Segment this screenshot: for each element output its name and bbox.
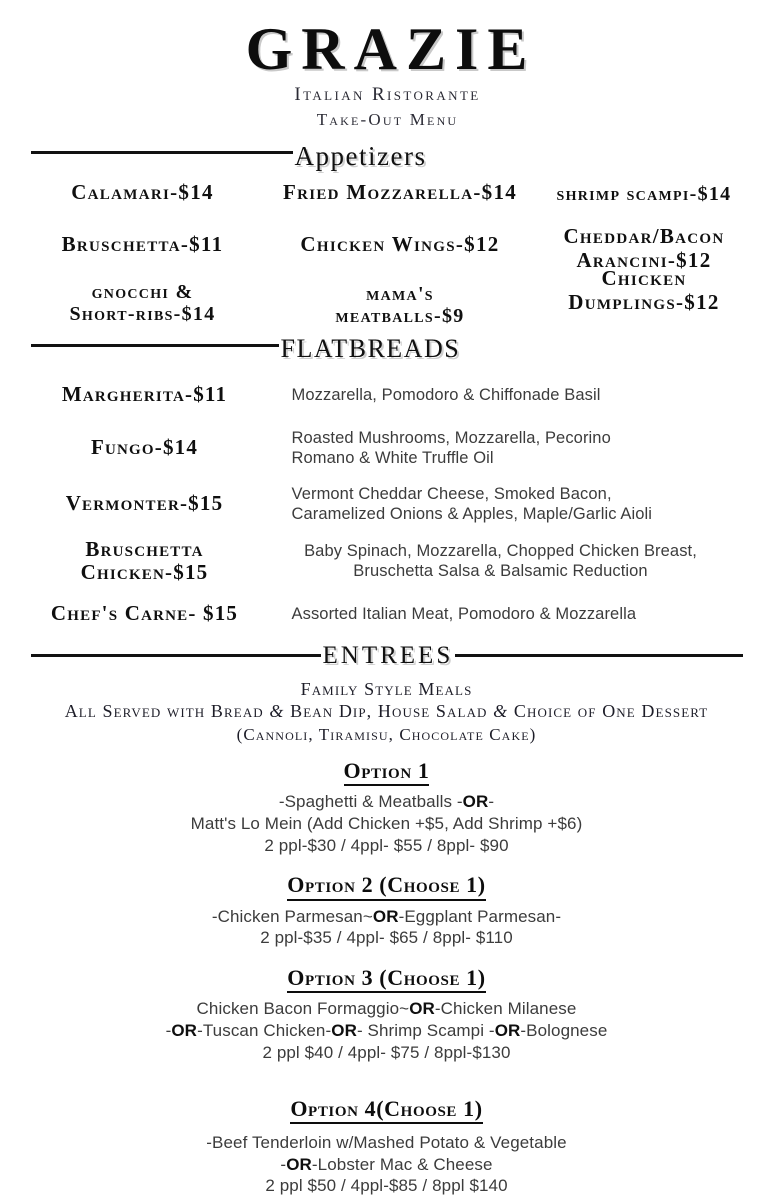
flatbread-row bbox=[12, 476, 762, 532]
option-text: -Chicken Parmesan~ bbox=[212, 907, 373, 926]
option-text: - bbox=[280, 1155, 286, 1174]
appetizer-item bbox=[527, 267, 762, 314]
appetizer-name: shrimp scampi-$14 bbox=[557, 183, 732, 205]
entrees-section-header bbox=[31, 642, 743, 670]
rule-left bbox=[31, 654, 321, 657]
intro-text: Bean Dip, House Salad bbox=[285, 701, 494, 721]
rule-left bbox=[31, 151, 293, 154]
option-heading: Option 1 bbox=[344, 758, 430, 786]
appetizer-item bbox=[12, 275, 274, 326]
option-text: -Bolognese bbox=[520, 1021, 607, 1040]
option-price-line: 2 ppl-$35 / 4ppl- $65 / 8ppl- $110 bbox=[0, 927, 773, 949]
flatbreads-list bbox=[12, 364, 762, 638]
option-line bbox=[0, 791, 773, 813]
flatbread-description-line: Romano & White Truffle Oil bbox=[292, 448, 762, 468]
entrees-intro-line-3: (Cannoli, Tiramisu, Chocolate Cake) bbox=[0, 724, 773, 746]
appetizer-name-line-1: gnocchi & bbox=[69, 281, 215, 303]
option-line: Matt's Lo Mein (Add Chicken +$5, Add Shrimp +$6) bbox=[0, 813, 773, 835]
flatbread-description bbox=[274, 541, 762, 581]
appetizers-section-header bbox=[31, 132, 743, 172]
option-text: -Eggplant Parmesan- bbox=[399, 907, 562, 926]
ampersand: & bbox=[493, 701, 508, 721]
flatbread-description bbox=[274, 604, 762, 624]
appetizer-name-line-2: meatballs-$9 bbox=[335, 305, 464, 327]
option-text: - bbox=[166, 1021, 172, 1040]
appetizer-column-3 bbox=[527, 181, 762, 328]
appetizers-list bbox=[12, 172, 762, 328]
appetizer-item bbox=[12, 181, 274, 225]
entree-option-2 bbox=[0, 872, 773, 949]
appetizer-item bbox=[274, 225, 527, 275]
flatbread-description-line: Assorted Italian Meat, Pomodoro & Mozzarella bbox=[292, 604, 762, 624]
flatbread-name bbox=[12, 383, 274, 406]
or-separator: OR bbox=[373, 907, 399, 926]
restaurant-subtitle: Italian Ristorante bbox=[0, 84, 773, 106]
appetizer-name-line-1: Cheddar/Bacon bbox=[563, 225, 724, 249]
appetizer-name-line-2: Dumplings-$12 bbox=[568, 291, 719, 315]
flatbread-description-line: Caramelized Onions & Apples, Maple/Garlic Aioli bbox=[292, 504, 762, 524]
option-body bbox=[0, 791, 773, 856]
rule-right bbox=[455, 654, 742, 657]
rule-left bbox=[31, 344, 279, 347]
appetizer-name-line-1: mama's bbox=[335, 283, 464, 305]
appetizer-name: Bruschetta-$11 bbox=[62, 233, 224, 257]
flatbread-description-line: Vermont Cheddar Cheese, Smoked Bacon, bbox=[292, 484, 762, 504]
or-separator: OR bbox=[463, 792, 489, 811]
flatbread-name-line: Chicken-$15 bbox=[16, 561, 274, 584]
flatbread-name-line: Chef's Carne- $15 bbox=[16, 602, 274, 625]
entree-option-3 bbox=[0, 965, 773, 1064]
option-price-line: 2 ppl $50 / 4ppl-$85 / 8ppl $140 bbox=[0, 1175, 773, 1197]
option-heading: Option 3 (Choose 1) bbox=[287, 965, 485, 993]
appetizer-item bbox=[274, 275, 527, 328]
flatbread-row bbox=[12, 370, 762, 420]
option-text: - Shrimp Scampi - bbox=[357, 1021, 495, 1040]
option-line: -Beef Tenderloin w/Mashed Potato & Vegetable bbox=[0, 1132, 773, 1154]
masthead bbox=[0, 0, 773, 130]
flatbread-name bbox=[12, 602, 274, 625]
option-body bbox=[0, 906, 773, 950]
appetizer-name-line-2: Short-ribs-$14 bbox=[69, 303, 215, 325]
intro-text: All Served with Bread bbox=[65, 701, 270, 721]
or-separator: OR bbox=[409, 999, 435, 1018]
or-separator: OR bbox=[495, 1021, 521, 1040]
entree-option-4 bbox=[0, 1096, 773, 1197]
entrees-intro-line-1: Family Style Meals bbox=[0, 678, 773, 701]
flatbread-name bbox=[12, 492, 274, 515]
option-price-line: 2 ppl-$30 / 4ppl- $55 / 8ppl- $90 bbox=[0, 835, 773, 857]
flatbread-description bbox=[274, 385, 762, 405]
appetizer-column-2 bbox=[274, 181, 527, 328]
option-text: - bbox=[488, 792, 494, 811]
option-price-line: 2 ppl $40 / 4ppl- $75 / 8ppl-$130 bbox=[0, 1042, 773, 1064]
option-body bbox=[0, 998, 773, 1063]
appetizer-item bbox=[527, 181, 762, 225]
option-line bbox=[0, 1154, 773, 1176]
flatbread-description-line: Roasted Mushrooms, Mozzarella, Pecorino bbox=[292, 428, 762, 448]
appetizer-name-line-1: Chicken bbox=[568, 267, 719, 291]
appetizer-name-line-2: Arancini-$12 bbox=[563, 249, 724, 273]
option-line bbox=[0, 906, 773, 928]
entrees-intro bbox=[0, 670, 773, 746]
option-text: -Tuscan Chicken- bbox=[197, 1021, 331, 1040]
flatbread-name-line: Fungo-$14 bbox=[16, 436, 274, 459]
flatbread-name-line: Bruschetta bbox=[16, 538, 274, 561]
appetizer-item bbox=[527, 225, 762, 267]
flatbread-description bbox=[274, 484, 762, 524]
flatbread-description bbox=[274, 428, 762, 468]
appetizer-name: Calamari-$14 bbox=[71, 181, 214, 205]
option-line bbox=[0, 1020, 773, 1042]
flatbread-name-line: Vermonter-$15 bbox=[16, 492, 274, 515]
appetizer-item bbox=[274, 181, 527, 225]
flatbread-row bbox=[12, 590, 762, 638]
option-body bbox=[0, 1132, 773, 1197]
or-separator: OR bbox=[331, 1021, 357, 1040]
appetizers-title: Appetizers bbox=[293, 132, 773, 172]
menu-type-label: Take-Out Menu bbox=[0, 110, 773, 130]
flatbread-description-line: Bruschetta Salsa & Balsamic Reduction bbox=[274, 561, 728, 581]
option-heading: Option 2 (Choose 1) bbox=[287, 872, 485, 900]
option-line bbox=[0, 998, 773, 1020]
option-text: Chicken Bacon Formaggio~ bbox=[197, 999, 410, 1018]
or-separator: OR bbox=[171, 1021, 197, 1040]
flatbread-name bbox=[12, 436, 274, 459]
option-text: -Lobster Mac & Cheese bbox=[312, 1155, 493, 1174]
or-separator: OR bbox=[286, 1155, 312, 1174]
option-text: -Chicken Milanese bbox=[435, 999, 577, 1018]
entrees-title: ENTREES bbox=[321, 642, 456, 670]
flatbread-name-line: Margherita-$11 bbox=[16, 383, 274, 406]
flatbread-description-line: Baby Spinach, Mozzarella, Chopped Chicken Breast, bbox=[274, 541, 728, 561]
entree-option-1 bbox=[0, 758, 773, 857]
flatbread-row bbox=[12, 532, 762, 590]
flatbreads-section-header bbox=[31, 328, 743, 364]
option-heading: Option 4(Choose 1) bbox=[290, 1096, 482, 1124]
flatbreads-title: FLATBREADS bbox=[279, 328, 773, 364]
option-text: -Spaghetti & Meatballs - bbox=[279, 792, 463, 811]
flatbread-row bbox=[12, 420, 762, 476]
appetizer-column-1 bbox=[12, 181, 274, 328]
intro-text: Choice of One Dessert bbox=[508, 701, 708, 721]
appetizer-item bbox=[12, 225, 274, 275]
appetizer-name: Chicken Wings-$12 bbox=[300, 233, 499, 257]
appetizer-name: Fried Mozzarella-$14 bbox=[283, 181, 517, 205]
flatbread-description-line: Mozzarella, Pomodoro & Chiffonade Basil bbox=[292, 385, 762, 405]
restaurant-name: GRAZIE bbox=[0, 18, 773, 81]
ampersand: & bbox=[269, 701, 284, 721]
flatbread-name bbox=[12, 538, 274, 584]
entrees-intro-line-2 bbox=[0, 700, 773, 723]
